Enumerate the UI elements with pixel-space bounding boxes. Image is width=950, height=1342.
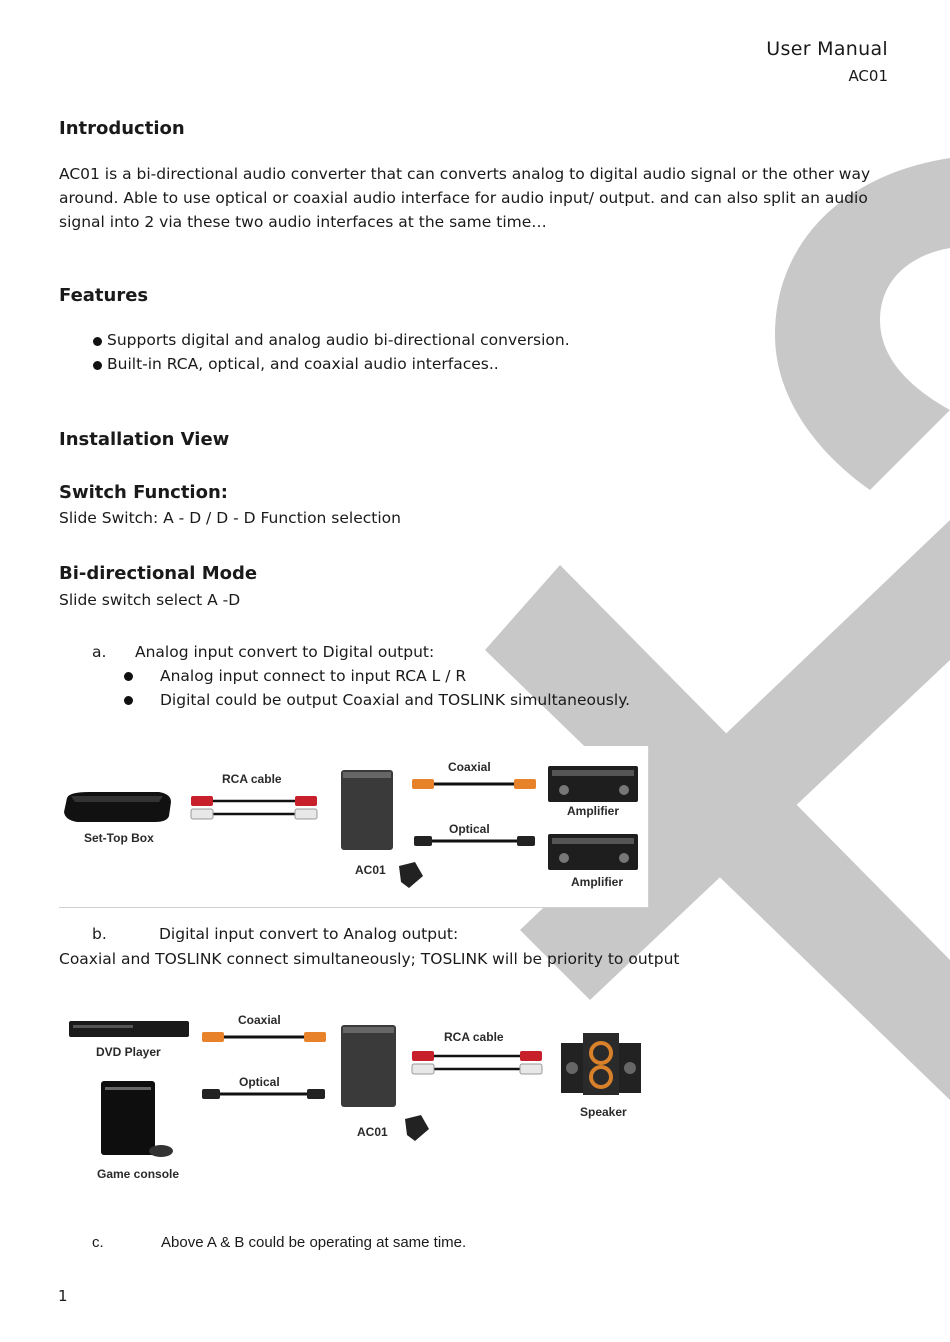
optical-cable-image xyxy=(202,1089,325,1099)
bullet xyxy=(124,672,133,681)
mode-c-marker: c. xyxy=(92,1234,104,1251)
mode-a-title: Analog input convert to Digital output: xyxy=(135,643,435,661)
model-name: AC01 xyxy=(848,67,888,85)
switch-heading: Switch Function: xyxy=(59,482,228,503)
set-top-box-label: Set-Top Box xyxy=(84,831,154,845)
dvd-player-label: DVD Player xyxy=(96,1045,161,1059)
document-title: User Manual xyxy=(766,38,888,60)
coaxial-label: Coaxial xyxy=(238,1013,281,1027)
speaker-label: Speaker xyxy=(580,1105,627,1119)
optical-label: Optical xyxy=(239,1075,280,1089)
features-heading: Features xyxy=(59,285,149,306)
optical-cable-image xyxy=(414,836,535,846)
mode-b-title: Digital input convert to Analog output: xyxy=(159,925,459,943)
amplifier-image-2 xyxy=(548,834,638,870)
page-number: 1 xyxy=(58,1287,68,1305)
rca-cable-label: RCA cable xyxy=(444,1030,504,1044)
diagram-digital-to-analog xyxy=(59,1005,649,1190)
bidirectional-text: Slide switch select A -D xyxy=(59,591,241,609)
dvd-player-image xyxy=(69,1021,189,1037)
ac01-label: AC01 xyxy=(357,1125,388,1139)
game-console-image xyxy=(101,1081,173,1157)
coaxial-cable-image xyxy=(202,1032,326,1042)
rca-cable-label: RCA cable xyxy=(222,772,282,786)
speaker-image xyxy=(561,1033,641,1095)
coaxial-label: Coaxial xyxy=(448,760,491,774)
coaxial-cable-image xyxy=(412,779,536,789)
bullet xyxy=(93,337,102,346)
introduction-text: AC01 is a bi-directional audio converter that can converts analog to digital audio signal or the other way around. Able to use optical or coaxial audio interface for audio input/ output. and can also split an audio signal into 2 via these two audio interfaces at the same time… xyxy=(59,165,871,231)
set-top-box-image xyxy=(64,792,171,822)
rca-cable-image xyxy=(412,1051,542,1074)
amplifier-label-1: Amplifier xyxy=(567,804,620,818)
ac01-label: AC01 xyxy=(355,863,386,877)
mode-b-note: Coaxial and TOSLINK connect simultaneously; TOSLINK will be priority to output xyxy=(59,950,680,968)
ac01-device-image xyxy=(341,1025,429,1141)
feature-item-2: Built-in RCA, optical, and coaxial audio interfaces.. xyxy=(107,355,499,373)
introduction-heading: Introduction xyxy=(59,118,185,139)
mode-a-marker: a. xyxy=(92,643,107,661)
optical-label: Optical xyxy=(449,822,490,836)
bullet xyxy=(93,361,102,370)
installation-heading: Installation View xyxy=(59,429,230,450)
amplifier-label-2: Amplifier xyxy=(571,875,624,889)
feature-item-1: Supports digital and analog audio bi-directional conversion. xyxy=(107,331,570,349)
switch-text: Slide Switch: A - D / D - D Function selection xyxy=(59,509,401,527)
amplifier-image-1 xyxy=(548,766,638,802)
rca-cable-image xyxy=(191,796,317,819)
mode-b-marker: b. xyxy=(92,925,107,943)
bidirectional-heading: Bi-directional Mode xyxy=(59,563,258,584)
bullet xyxy=(124,696,133,705)
mode-a-bullet-1: Analog input connect to input RCA L / R xyxy=(160,667,467,685)
diagram-analog-to-digital xyxy=(59,746,649,908)
mode-c-text: Above A & B could be operating at same time. xyxy=(161,1234,467,1251)
mode-a-bullet-2: Digital could be output Coaxial and TOSLINK simultaneously. xyxy=(160,691,631,709)
game-console-label: Game console xyxy=(97,1167,180,1181)
